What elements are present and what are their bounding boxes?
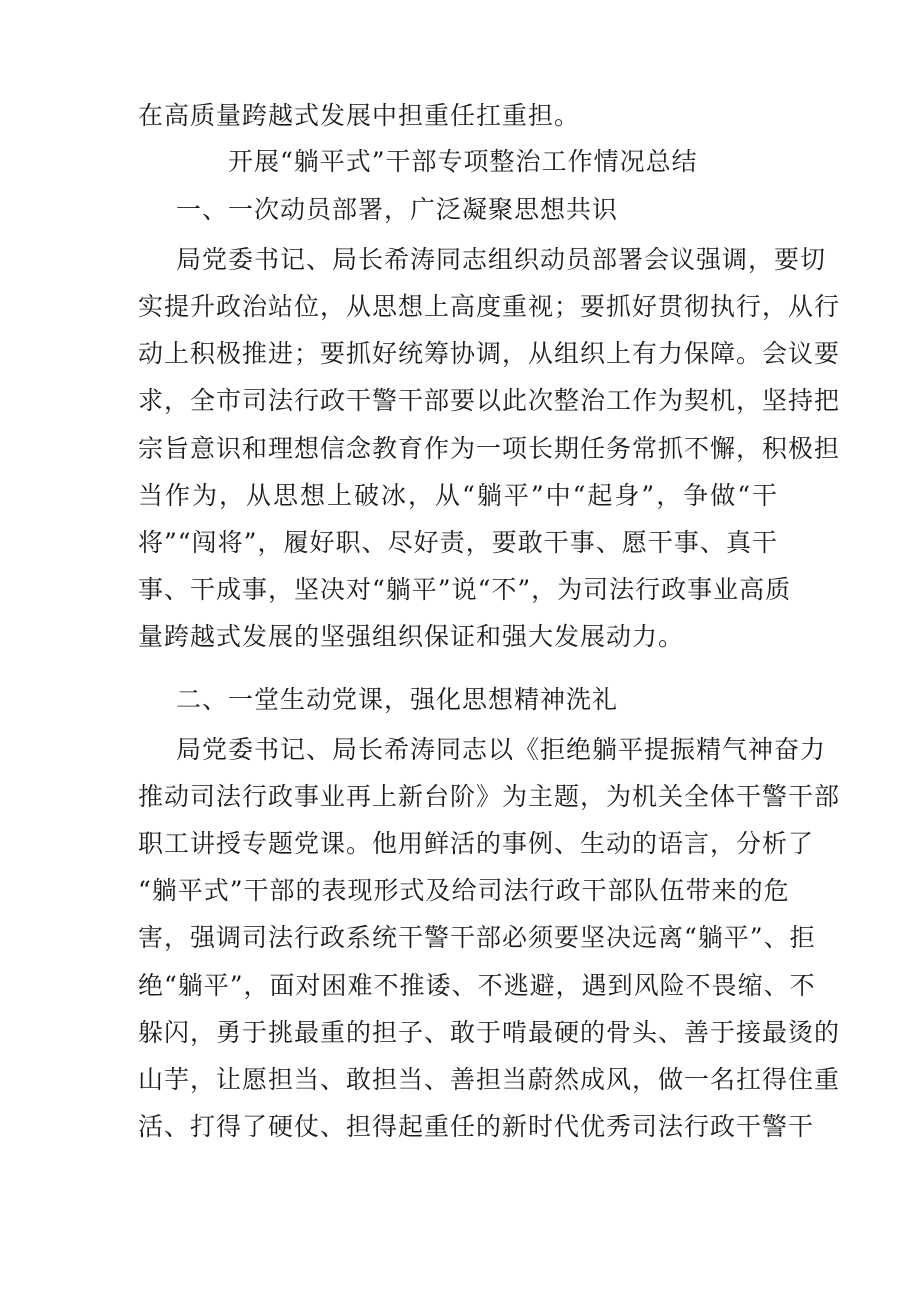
paragraph-line: 将”“闯将”，履好职、尽好责，要敢干事、愿干事、真干 (138, 528, 778, 557)
paragraph-line: 职工讲授专题党课。他用鲜活的事例、生动的语言，分析了 (138, 829, 815, 858)
paragraph-line: 躲闪，勇于挑最重的担子、敢于啃最硬的骨头、善于接最烫的 (138, 1018, 841, 1047)
paragraph-line: 局党委书记、局长希涛同志以《拒绝躺平提振精气神奋力 (176, 735, 827, 764)
paragraph-line: 宗旨意识和理想信念教育作为一项长期任务常抓不懈，积极担 (138, 434, 841, 463)
document-title: 开展“躺平式”干部专项整治工作情况总结 (228, 147, 698, 176)
paragraph-line: 动上积极推进；要抓好统筹协调，从组织上有力保障。会议要 (138, 339, 841, 368)
lead-line: 在高质量跨越式发展中担重任扛重担。 (138, 101, 581, 130)
paragraph-line: “躺平式”干部的表现形式及给司法行政干部队伍带来的危 (138, 876, 790, 905)
paragraph-line: 活、打得了硬仗、担得起重任的新时代优秀司法行政干警干 (138, 1112, 815, 1141)
paragraph-line: 当作为，从思想上破冰，从“躺平”中“起身”，争做“干 (138, 481, 778, 510)
paragraph-line: 局党委书记、局长希涛同志组织动员部署会议强调，要切 (176, 245, 827, 274)
paragraph-line: 事、干成事，坚决对“躺平”说“不”，为司法行政事业高质 (138, 575, 792, 604)
paragraph-line: 山芋，让愿担当、敢担当、善担当蔚然成风，做一名扛得住重 (138, 1065, 841, 1094)
paragraph-line: 求，全市司法行政干警干部要以此次整治工作为契机，坚持把 (138, 386, 841, 415)
section2-heading: 二、一堂生动党课，强化思想精神洗礼 (176, 685, 619, 714)
paragraph-line: 害，强调司法行政系统干警干部必须要坚决远离“躺平”、拒 (138, 923, 816, 952)
paragraph-line: 量跨越式发展的坚强组织保证和强大发展动力。 (138, 622, 685, 651)
paragraph-line: 推动司法行政事业再上新台阶》为主题，为机关全体干警干部 (138, 782, 841, 811)
paragraph-line: 绝“躺平”，面对困难不推诿、不逃避，遇到风险不畏缩、不 (138, 971, 816, 1000)
paragraph-line: 实提升政治站位，从思想上高度重视；要抓好贯彻执行，从行 (138, 292, 841, 321)
section1-heading: 一、一次动员部署，广泛凝聚思想共识 (176, 195, 619, 224)
